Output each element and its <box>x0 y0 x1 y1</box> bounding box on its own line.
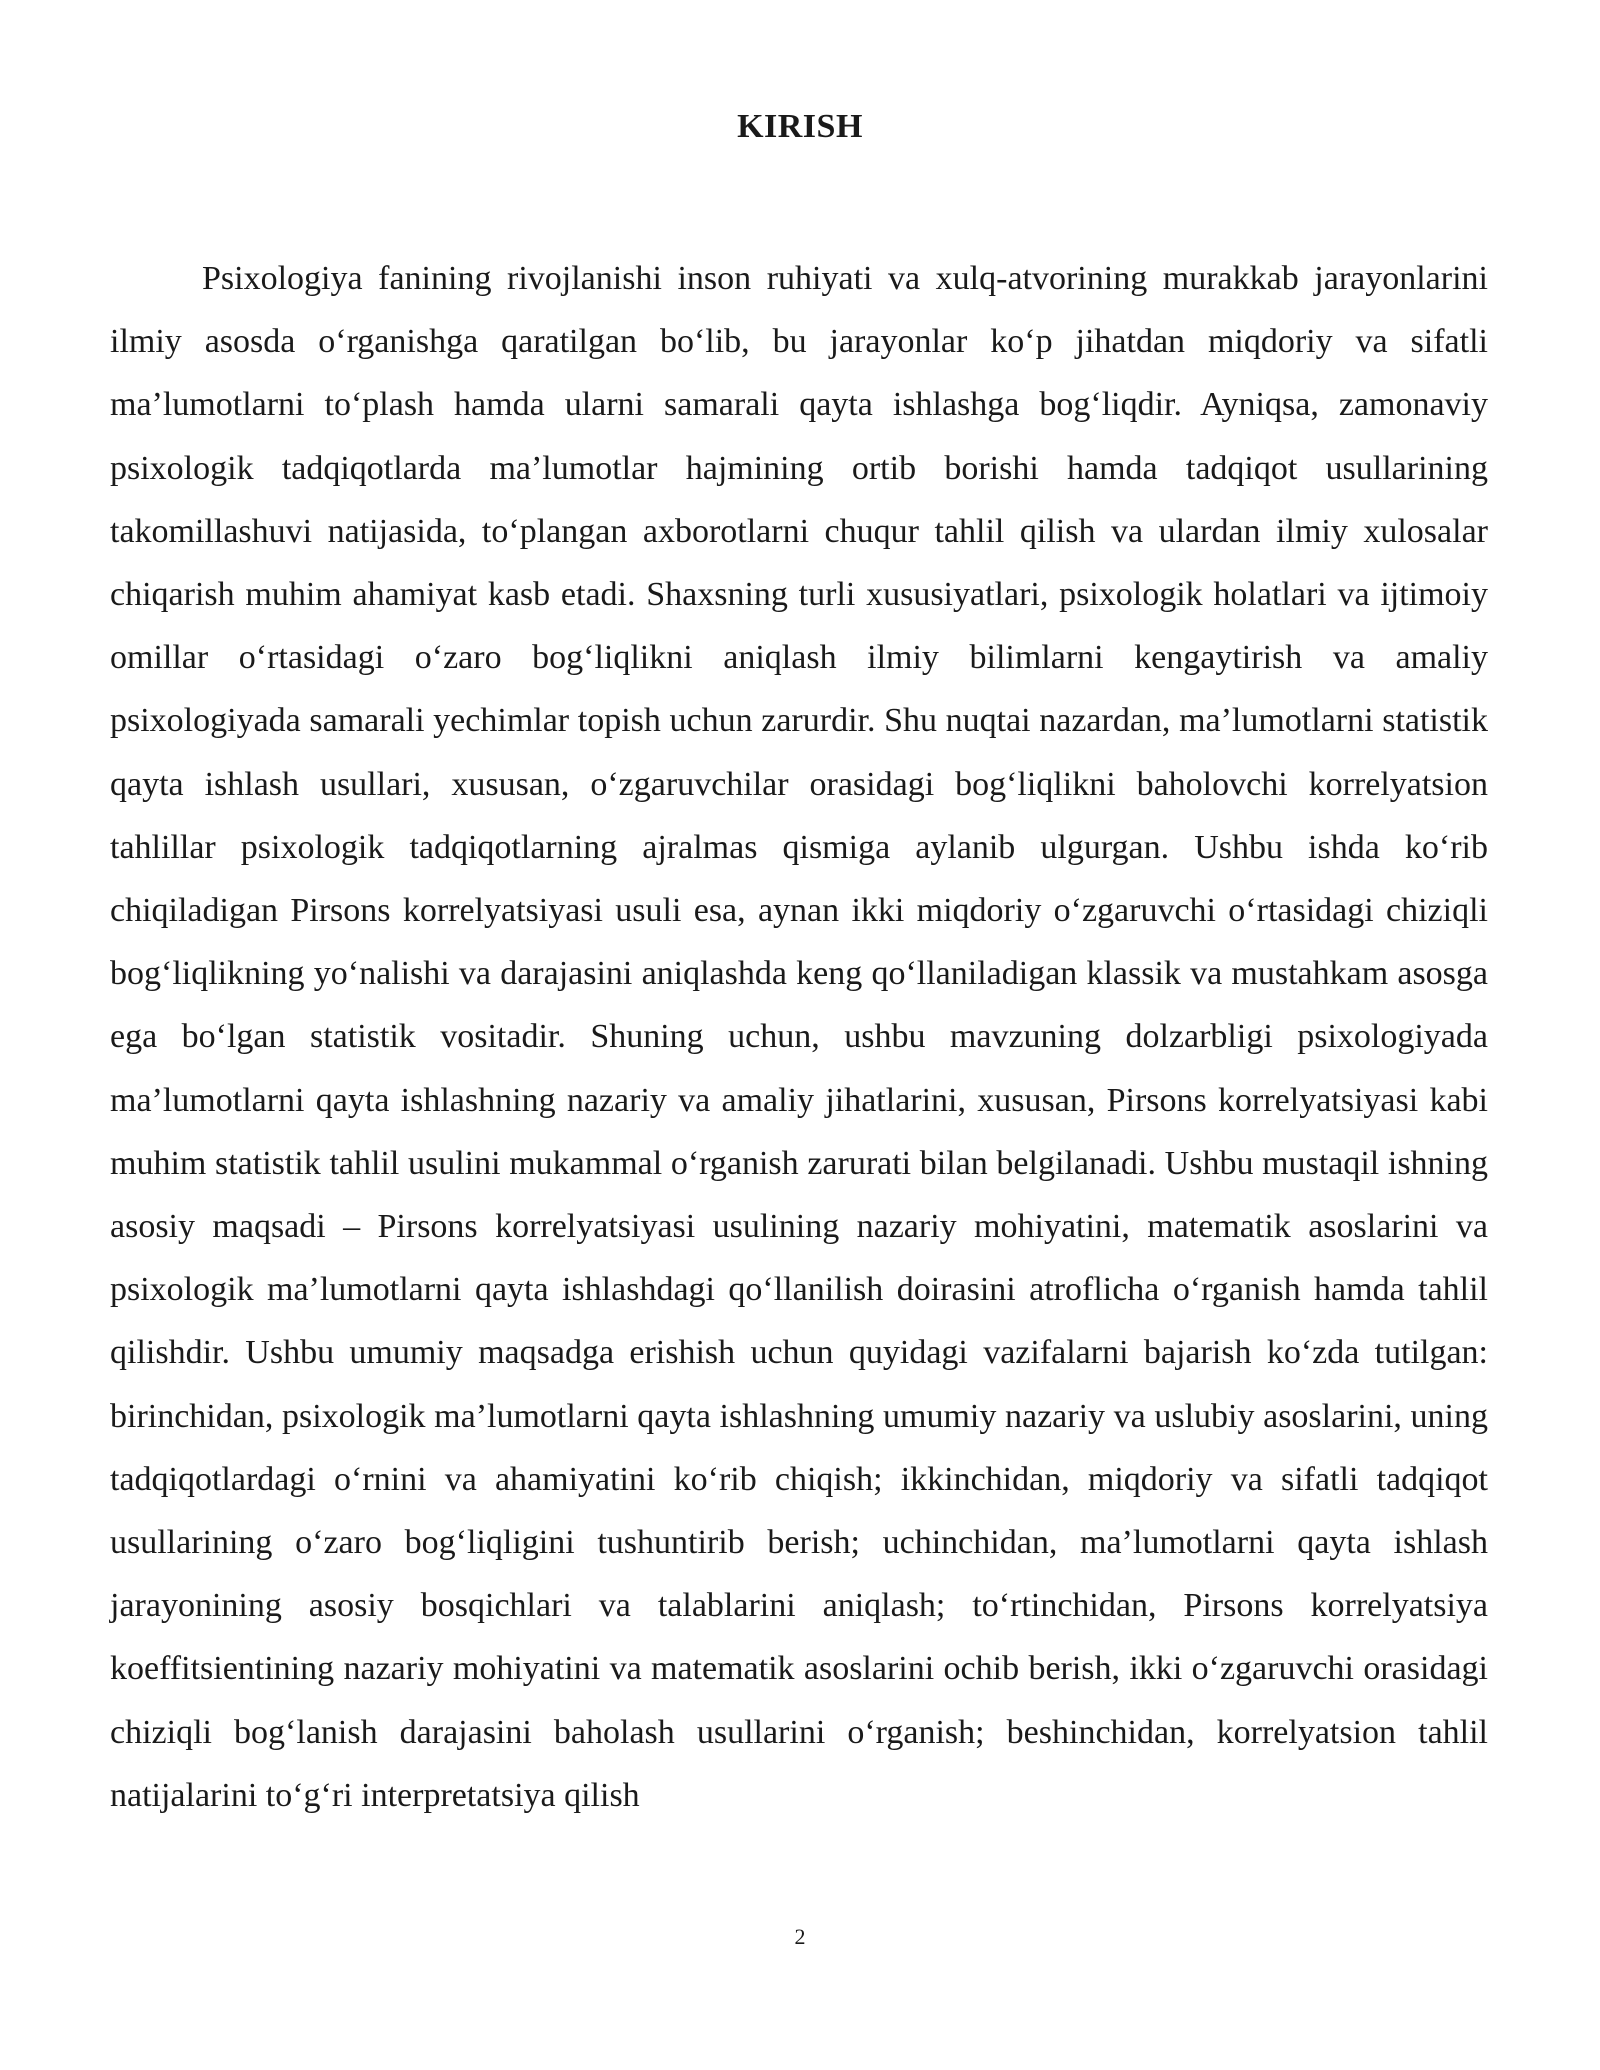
page-title: KIRISH <box>737 108 863 145</box>
page-number: 2 <box>794 1924 806 1949</box>
body-paragraph: Psixologiya fanining rivojlanishi inson ruhiyati va xulq-atvorining murakkab jarayonlarini ilmiy asosda o‘rganishga qaratilgan bo‘lib, bu jarayonlar ko‘p jihatdan miqdoriy va sifatli ma’lumotlarni to‘plash hamda ularni samarali qayta ishlashga bog‘liqdir. Ayniqsa, zamonaviy psixologik tadqiqotlarda ma’lumotlar hajmining ortib borishi hamda tadqiqot usullarining takomillashuvi natijasida, to‘plangan axborotlarni chuqur tahlil qilish va ulardan ilmiy xulosalar chiqarish muhim ahamiyat kasb etadi. Shaxsning turli xususiyatlari, psixologik holatlari va ijtimoiy omillar o‘rtasidagi o‘zaro bog‘liqlikni aniqlash ilmiy bilimlarni kengaytirish va amaliy psixologiyada samarali yechimlar topish uchun zarurdir. Shu nuqtai nazardan, ma’lumotlarni statistik qayta ishlash usullari, xususan, o‘zgaruvchilar orasidagi bog‘liqlikni baholovchi korrelyatsion tahlillar psixologik tadqiqotlarning ajralmas qismiga aylanib ulgurgan. Ushbu ishda ko‘rib chiqiladigan Pirsons korrelyatsiyasi usuli esa, aynan ikki miqdoriy o‘zgaruvchi o‘rtasidagi chiziqli bog‘liqlikning yo‘nalishi va darajasini aniqlashda keng qo‘llaniladigan klassik va mustahkam asosga ega bo‘lgan statistik vositadir. Shuning uchun, ushbu mavzuning dolzarbligi psixologiyada ma’lumotlarni qayta ishlashning nazariy va amaliy jihatlarini, xususan, Pirsons korrelyatsiyasi kabi muhim statistik tahlil usulini mukammal o‘rganish zarurati bilan belgilanadi. Ushbu mustaqil ishning asosiy maqsadi – Pirsons korrelyatsiyasi usulining nazariy mohiyatini, matematik asoslarini va psixologik ma’lumotlarni qayta ishlashdagi qo‘llanilish doirasini atroflicha o‘rganish hamda tahlil qilishdir. Ushbu umumiy maqsadga erishish uchun quyidagi vazifalarni bajarish ko‘zda tutilgan: birinchidan, psixologik ma’lumotlarni qayta ishlashning umumiy nazariy va uslubiy asoslarini, uning tadqiqotlardagi o‘rnini va ahamiyatini ko‘rib chiqish; ikkinchidan, miqdoriy va sifatli tadqiqot usullarining o‘zaro bog‘liqligini tushuntirib berish; uchinchidan, ma’lumotlarni qayta ishlash jarayonining asosiy bosqichlari va talablarini aniqlash; to‘rtinchidan, Pirsons korrelyatsiya koeffitsientining nazariy mohiyatini va matematik asoslarini ochib berish, ikki o‘zgaruvchi orasidagi chiziqli bog‘lanish darajasini baholash usullarini o‘rganish; beshinchidan, korrelyatsion tahlil natijalarini to‘g‘ri interpretatsiya qilish <box>110 260 1488 1814</box>
